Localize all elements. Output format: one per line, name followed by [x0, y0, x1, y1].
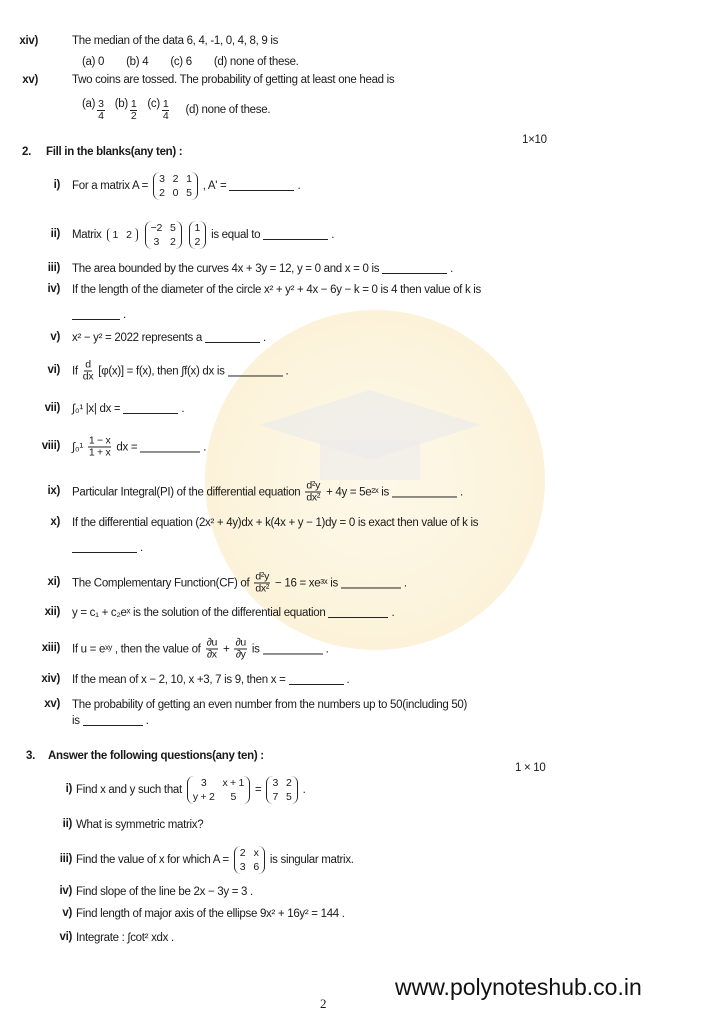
fraction	[206, 637, 218, 660]
q-label: iv)	[59, 885, 72, 897]
section-number: 2.	[22, 146, 31, 158]
text: .	[325, 643, 329, 655]
section-number: 3.	[26, 750, 35, 762]
q-label: viii)	[41, 440, 60, 452]
text: y = c₁ + c₂eˣ is the solution of the differential equation	[72, 607, 326, 619]
text: If	[72, 365, 78, 377]
text: + 4y = 5e²ˣ is	[326, 486, 389, 498]
denominator: ∂y	[235, 648, 246, 661]
text: If u = eˣʸ , then the value of	[72, 643, 201, 655]
question-row	[72, 359, 288, 382]
text: .	[203, 441, 207, 453]
text: If the length of the diameter of the circle x² + y² + 4x − 6y − k = 0 is 4 then value of k is	[72, 284, 482, 296]
matrix	[187, 776, 250, 804]
question-row	[72, 263, 453, 275]
text: − 16 = xe³ˣ is	[275, 577, 338, 589]
question-row	[72, 517, 478, 529]
text: .	[262, 332, 266, 344]
denominator: dx	[82, 370, 94, 383]
numerator: d	[85, 358, 91, 371]
question-row	[72, 221, 334, 249]
option: (b) $\frac{1}{2}$	[114, 98, 137, 123]
matrix-cell: 2	[169, 236, 176, 248]
answer-blank	[228, 366, 283, 376]
question-row	[72, 571, 407, 594]
q-label: iii)	[59, 853, 72, 865]
option: (a) 0	[82, 56, 105, 68]
text: is	[251, 643, 260, 655]
matrix-cell: 1	[194, 222, 201, 234]
text: Find length of major axis of the ellipse 9x² + 16y² = 144 .	[76, 908, 345, 920]
text: is	[72, 715, 80, 727]
text: .	[403, 577, 407, 589]
text: What is symmetric matrix?	[76, 819, 204, 831]
matrix-cell: 0	[172, 187, 179, 199]
option: (c) $\frac{1}{4}$	[147, 98, 169, 123]
text: .	[297, 180, 301, 192]
text: .	[331, 229, 335, 241]
q-label: vi)	[59, 931, 72, 943]
answer-blank	[205, 333, 260, 343]
text: [φ(x)] = f(x), then ∫f(x) dx is	[98, 365, 225, 377]
text: Find the value of x for which A =	[76, 854, 229, 866]
q-label: x)	[50, 516, 60, 528]
matrix-cell: 5	[230, 791, 237, 803]
q-label: xiv)	[41, 673, 60, 685]
q-label: xiv)	[19, 35, 38, 47]
q-label: xv)	[44, 698, 60, 710]
question-row	[76, 932, 174, 944]
question-row	[76, 908, 345, 920]
denominator: ∂x	[206, 648, 217, 661]
numerator: d²y	[255, 570, 270, 583]
text: , A' =	[202, 180, 227, 192]
numerator: ∂u	[235, 636, 246, 649]
question-row	[72, 332, 266, 344]
matrix-cell: 5	[286, 791, 292, 803]
text: Find x and y such that	[76, 784, 182, 796]
question-text: The median of the data 6, 4, -1, 0, 4, 8, 9 is	[72, 35, 279, 47]
text: Matrix	[72, 229, 102, 241]
q-label: iv)	[47, 283, 60, 295]
matrix-cell: y + 2	[192, 791, 215, 803]
text: The Complementary Function(CF) of	[72, 577, 250, 589]
question-row	[72, 284, 481, 296]
text: .	[391, 607, 395, 619]
matrix-cell: 5	[186, 187, 192, 199]
answer-blank	[140, 442, 200, 452]
option: (c) 6	[170, 56, 192, 68]
q-label: i)	[53, 179, 60, 191]
question-row-continued	[72, 542, 143, 554]
question-row	[76, 776, 305, 804]
answer-blank	[83, 716, 143, 726]
q-label: xv)	[22, 74, 38, 86]
q-label: ii)	[62, 818, 72, 830]
text: .	[346, 674, 350, 686]
matrix-cell: −2	[150, 222, 162, 234]
text: If the differential equation (2x² + 4y)dx + k(4x + y − 1)dy = 0 is exact then value of k is	[72, 517, 479, 529]
matrix-cell: 2	[194, 236, 201, 248]
answer-blank	[328, 608, 388, 618]
matrix-cell: 1	[186, 173, 192, 185]
text: dx =	[116, 441, 138, 453]
matrix-cell: 3	[200, 777, 207, 789]
text: +	[223, 643, 230, 655]
text: .	[140, 542, 143, 554]
matrix-cell: 3	[153, 236, 160, 248]
answer-blank	[263, 230, 328, 240]
options-row	[82, 98, 270, 122]
matrix-cell: 2	[286, 777, 292, 789]
q-label: i)	[65, 783, 72, 795]
text: Find slope of the line be 2x − 3y = 3 .	[76, 886, 253, 898]
fraction	[305, 480, 321, 503]
denominator: 1 + x	[88, 446, 111, 459]
text: .	[123, 309, 126, 321]
question-text: Two coins are tossed. The probability of getting at least one head is	[72, 74, 395, 86]
option: (b) 4	[126, 56, 149, 68]
numerator: ∂u	[206, 636, 218, 649]
question-row	[76, 819, 203, 831]
answer-blank	[229, 181, 294, 191]
option: (d) none of these.	[213, 56, 299, 68]
fraction	[254, 571, 270, 594]
q-label: ix)	[47, 485, 60, 497]
matrix-cell: 2	[172, 173, 179, 185]
matrix-cell: 2	[239, 847, 246, 859]
fraction	[234, 637, 246, 660]
matrix	[153, 172, 198, 200]
matrix-cell: 2	[126, 229, 132, 241]
matrix-cell: 1	[112, 229, 119, 241]
q-label: xii)	[44, 606, 60, 618]
website-url: www.polynoteshub.co.in	[395, 974, 642, 1000]
question-row	[72, 637, 329, 660]
matrix-cell: 5	[169, 222, 176, 234]
text: Integrate : ∫cot² xdx .	[76, 932, 174, 944]
question-row	[76, 846, 354, 874]
answer-blank	[72, 310, 120, 320]
text: .	[145, 715, 149, 727]
question-row	[76, 886, 253, 898]
answer-blank	[341, 578, 401, 588]
text: .	[450, 263, 454, 275]
text: For a matrix A =	[72, 180, 149, 192]
text: x² − y² = 2022 represents a	[72, 332, 202, 344]
option: (d) none of these.	[185, 104, 271, 117]
section-marks: 1×10	[522, 134, 547, 146]
text: .	[302, 784, 306, 796]
text: is equal to	[211, 229, 261, 241]
text: =	[255, 784, 262, 796]
text: If the mean of x − 2, 10, x +3, 7 is 9, then x =	[72, 674, 286, 686]
section-title: Answer the following questions(any ten) :	[48, 750, 264, 762]
text: is singular matrix.	[269, 854, 354, 866]
matrix	[234, 846, 265, 874]
text: The probability of getting an even number from the numbers up to 50(including 50)	[72, 699, 468, 711]
q-label: v)	[62, 907, 72, 919]
matrix-cell: 3	[272, 777, 279, 789]
matrix-cell: 3	[239, 861, 246, 873]
answer-blank	[263, 644, 323, 654]
matrix	[189, 221, 207, 249]
q-label: v)	[50, 331, 60, 343]
text: ∫₀¹ |x| dx =	[72, 403, 121, 415]
text: The area bounded by the curves 4x + 3y = 12, y = 0 and x = 0 is	[72, 263, 380, 275]
question-row	[72, 172, 300, 200]
matrix	[145, 221, 182, 249]
option: (a) $\frac{3}{4}$	[82, 98, 104, 123]
numerator: d²y	[306, 479, 321, 492]
fraction	[88, 435, 112, 458]
text: .	[181, 403, 185, 415]
answer-blank	[382, 264, 447, 274]
q-label: xi)	[47, 576, 60, 588]
options-row	[82, 56, 299, 68]
denominator: dx²	[255, 582, 270, 595]
question-row-continued	[72, 715, 149, 727]
answer-blank	[392, 487, 457, 497]
q-label: xiii)	[41, 642, 60, 654]
q-label: ii)	[50, 228, 60, 240]
text: ∫₀¹	[72, 441, 83, 453]
denominator: dx²	[306, 491, 321, 504]
question-row	[72, 699, 467, 711]
question-row	[72, 607, 394, 619]
answer-blank	[72, 543, 137, 553]
text: Particular Integral(PI) of the differential equation	[72, 486, 301, 498]
fraction	[83, 359, 94, 382]
section-title: Fill in the blanks(any ten) :	[46, 146, 183, 158]
matrix-cell: x + 1	[222, 777, 245, 789]
matrix-cell: 7	[272, 791, 279, 803]
answer-blank	[123, 404, 178, 414]
question-row-continued	[72, 309, 126, 321]
answer-blank	[289, 675, 344, 685]
page-number: 2	[320, 996, 327, 1011]
question-row	[72, 480, 463, 503]
question-row	[72, 674, 349, 686]
section-marks: 1 × 10	[515, 762, 546, 774]
q-label: vii)	[44, 402, 60, 414]
text: .	[459, 486, 463, 498]
matrix-cell: 2	[159, 187, 165, 199]
matrix-cell: 6	[253, 861, 259, 873]
matrix-cell: x	[253, 847, 259, 859]
text: .	[285, 365, 289, 377]
question-row	[72, 403, 184, 415]
numerator: 1 − x	[88, 434, 111, 447]
q-label: vi)	[47, 364, 60, 376]
matrix-cell: 3	[159, 173, 165, 185]
question-row	[72, 435, 206, 458]
q-label: iii)	[47, 262, 60, 274]
matrix	[266, 776, 297, 804]
matrix	[107, 228, 138, 242]
